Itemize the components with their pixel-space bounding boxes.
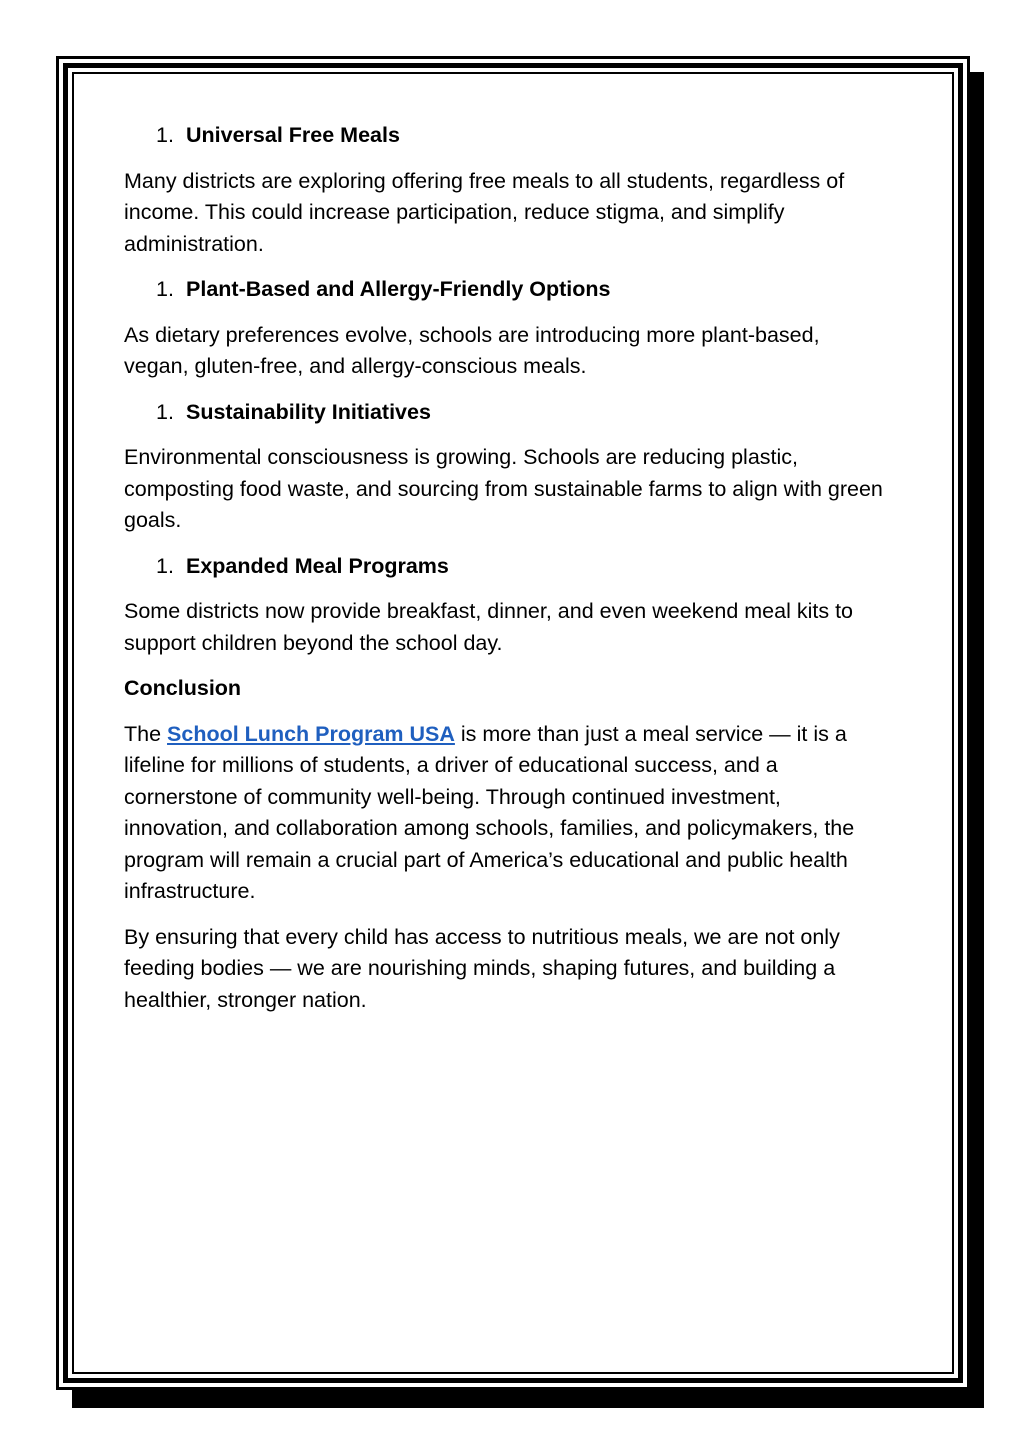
- section-paragraph: Some districts now provide breakfast, dinner, and even weekend meal kits to support children beyond the school day.: [124, 599, 853, 655]
- list-heading-plant-based: [156, 274, 884, 306]
- section-title: Sustainability Initiatives: [186, 399, 431, 424]
- list-number: 1.: [156, 553, 174, 578]
- school-lunch-program-link[interactable]: School Lunch Program USA: [167, 721, 455, 746]
- section-paragraph: Many districts are exploring offering free meals to all students, regardless of income. This could increase participation, reduce stigma, and simplify administration.: [124, 168, 845, 256]
- section-title: Expanded Meal Programs: [186, 553, 449, 578]
- section-paragraph: As dietary preferences evolve, schools are introducing more plant-based, vegan, gluten-free, and allergy-conscious meals.: [124, 322, 820, 378]
- list-heading-universal-free-meals: [156, 120, 884, 152]
- conclusion-text-after-link: is more than just a meal service — it is a lifeline for millions of students, a driver of educational success, and a cornerstone of community well-being. Through continued investment, innovation, and collaboration among schools, families, and policymakers, the program will remain a crucial part of America’s educational and public health infrastructure.: [124, 721, 855, 903]
- list-heading-expanded-meal-programs: [156, 551, 884, 583]
- list-number: 1.: [156, 277, 174, 301]
- conclusion-paragraph-2: By ensuring that every child has access to nutritious meals, we are not only feeding bodies — we are nourishing minds, shaping futures, and building a healthier, stronger nation.: [124, 924, 840, 1012]
- conclusion-paragraph-1: [124, 719, 884, 908]
- conclusion-heading: Conclusion: [124, 676, 242, 700]
- list-number: 1.: [156, 399, 174, 424]
- section-title: Universal Free Meals: [186, 123, 400, 147]
- conclusion-text-before-link: The: [124, 721, 168, 746]
- section-title: Plant-Based and Allergy-Friendly Options: [186, 277, 611, 301]
- list-number: 1.: [156, 123, 174, 147]
- document-body: [124, 120, 884, 1030]
- list-heading-sustainability: [156, 397, 884, 429]
- section-paragraph: Environmental consciousness is growing. Schools are reducing plastic, composting food waste, and sourcing from sustainable farms to align with green goals.: [124, 445, 883, 532]
